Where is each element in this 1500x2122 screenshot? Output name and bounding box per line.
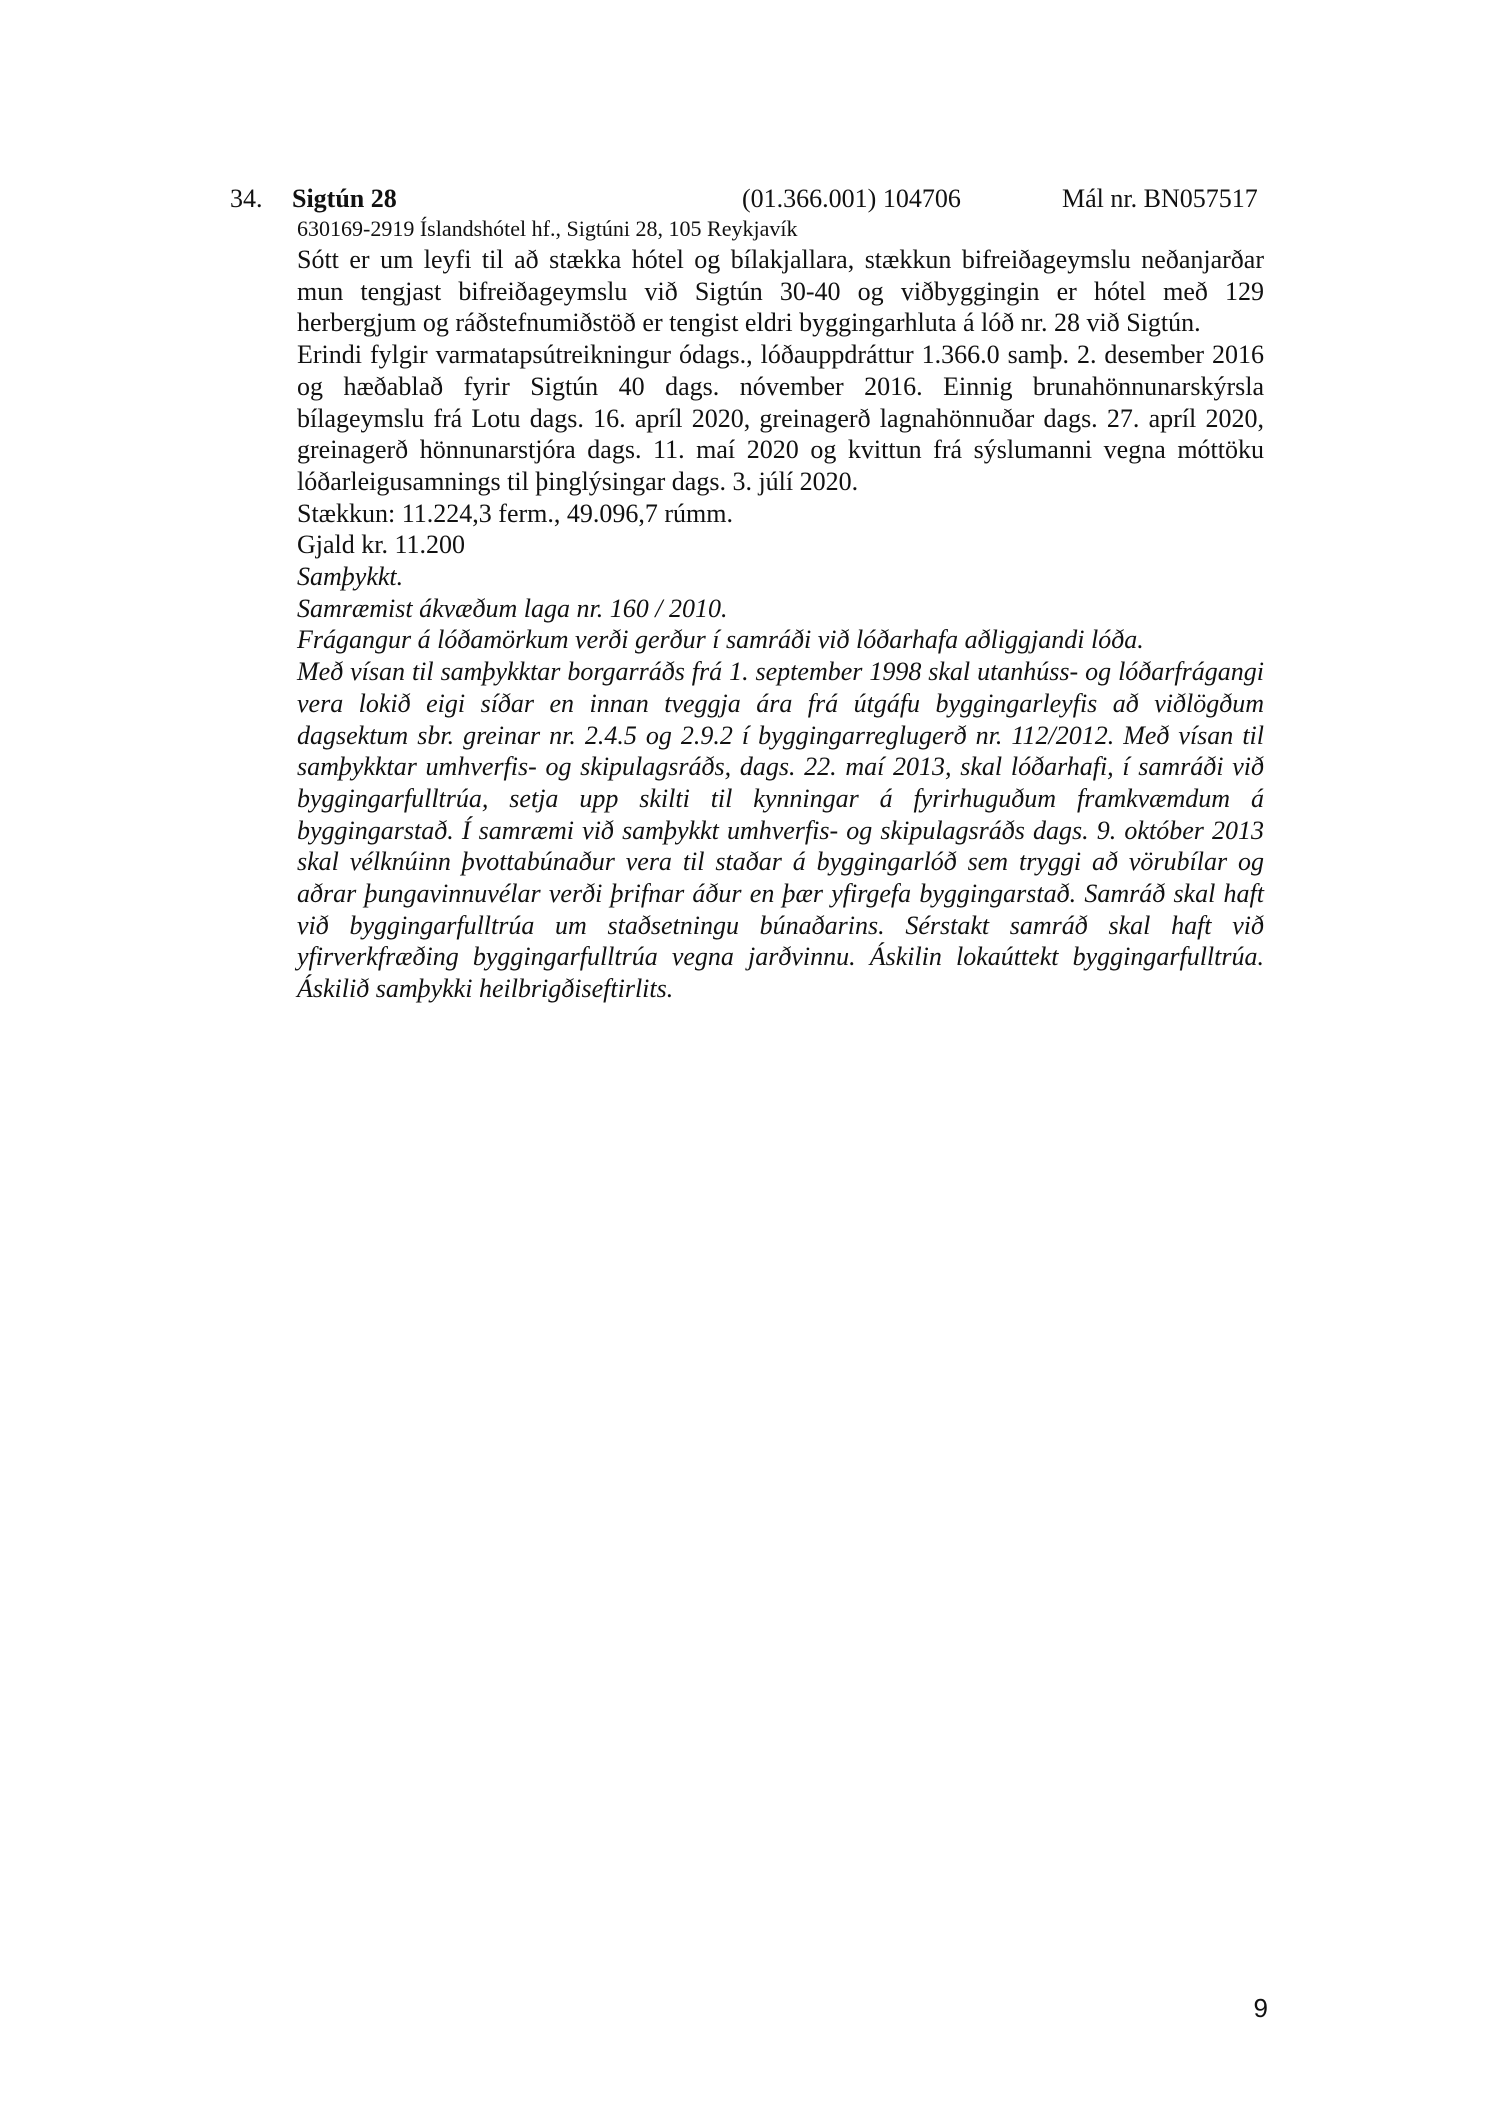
boundary-line: Frágangur á lóðamörkum verði gerður í samráði við lóðarhafa aðliggjandi lóða. bbox=[297, 625, 1144, 655]
application-paragraph: Sótt er um leyfi til að stækka hótel og bílakjallara, stækkun bifreiðageymslu neðanjarðar mun tengjast bifreiðageymslu við Sigtún 30-40 og viðbyggingin er hótel með 129 herbergjum og ráðstefnumiðstöð er tengist eldri byggingarhluta á lóð nr. 28 við Sigtún. bbox=[297, 245, 1264, 338]
item-address: Sigtún 28 bbox=[292, 184, 397, 213]
case-number: Mál nr. BN057517 bbox=[1062, 184, 1258, 213]
entry-body bbox=[297, 244, 1264, 1005]
fee-line: Gjald kr. 11.200 bbox=[297, 530, 466, 560]
enlargement-line: Stækkun: 11.224,3 ferm., 49.096,7 rúmm. bbox=[297, 498, 733, 528]
page-number: 9 bbox=[1253, 1993, 1268, 2023]
parcel-id: (01.366.001) 104706 bbox=[742, 184, 961, 213]
conditions-paragraph: Með vísan til samþykktar borgarráðs frá 1. september 1998 skal utanhúss- og lóðarfrágangi vera lokið eigi síðar en innan tveggja ára frá útgáfu byggingarleyfis að viðlögðum dagsektum sbr. greinar nr. 2.4.5 og 2.9.2 í byggingarreglugerð nr. 112/2012. Með vísan til samþykktar umhverfis- og skipulagsráðs, dags. 22. maí 2013, skal lóðarhafi, í samráði við byggingarfulltrúa, setja upp skilti til kynningar á fyrirhuguðum framkvæmdum á byggingarstað. Í samræmi við samþykkt umhverfis- og skipulagsráðs dags. 9. október 2013 skal vélknúinn þvottabúnaður vera til staðar á byggingarlóð sem tryggi að vörubílar og aðrar þungavinnuvélar verði þrifnar áður en þær yfirgefa byggingarstað. Samráð skal haft við byggingarfulltrúa um staðsetningu búnaðarins. Sérstakt samráð skal haft við yfirverkfræðing byggingarfulltrúa vegna jarðvinnu. Áskilin lokaúttekt byggingarfulltrúa. Áskilið samþykki heilbrigðiseftirlits. bbox=[297, 657, 1264, 1004]
attachments-paragraph: Erindi fylgir varmatapsútreikningur ódags., lóðauppdráttur 1.366.0 samþ. 2. desember 2016 og hæðablað fyrir Sigtún 40 dags. nóvember 2016. Einnig brunahönnunarskýrsla bílageymslu frá Lotu dags. 16. apríl 2020, greinagerð lagnahönnuðar dags. 27. apríl 2020, greinagerð hönnunarstjóra dags. 11. maí 2020 og kvittun frá sýslumanni vegna móttöku lóðarleigusamnings til þinglýsingar dags. 3. júlí 2020. bbox=[297, 340, 1264, 496]
owner-line: 630169-2919 Íslandshótel hf., Sigtúni 28, 105 Reykjavík bbox=[297, 216, 798, 241]
entry-header bbox=[0, 183, 1500, 215]
decision-line: Samþykkt. bbox=[297, 562, 404, 592]
law-line: Samræmist ákvæðum laga nr. 160 / 2010. bbox=[297, 593, 728, 623]
item-number: 34. bbox=[230, 184, 263, 213]
